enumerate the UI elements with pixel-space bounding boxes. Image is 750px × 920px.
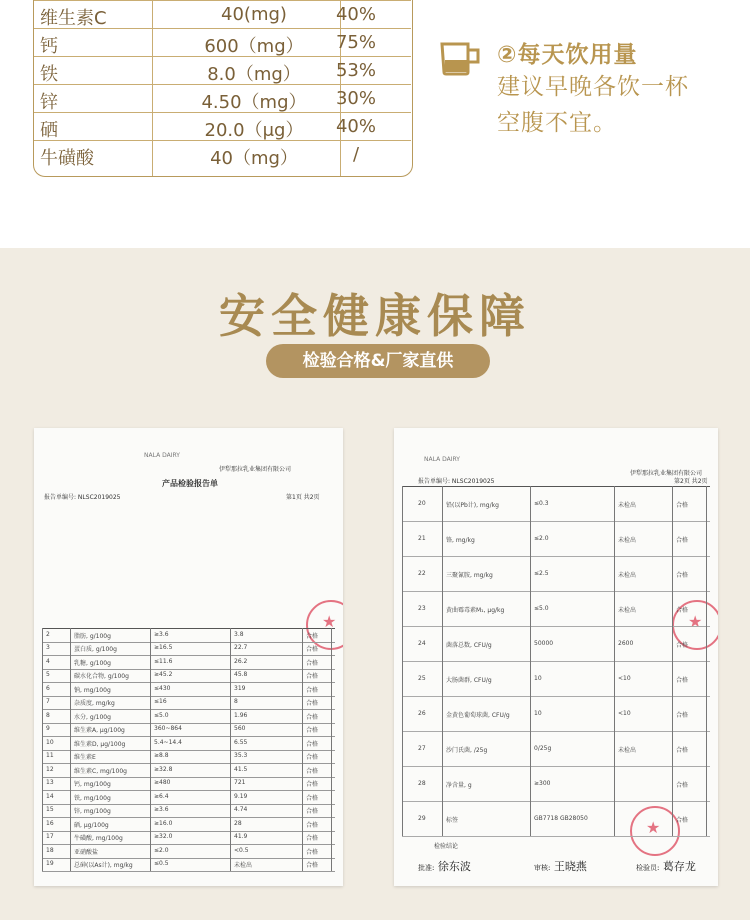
nutrition-row (34, 28, 411, 57)
cell-std: ≥3.6 (154, 806, 169, 814)
cell-result: 22.7 (234, 644, 248, 652)
cell-std: ≤0.5 (154, 860, 169, 868)
cell-result: 6.55 (234, 738, 248, 746)
cell-item: 亚硝酸盐 (74, 848, 99, 856)
inspection-report-page-1 (34, 428, 343, 886)
cell-no: 21 (418, 534, 426, 542)
cell-item: 沙门氏菌, /25g (446, 746, 488, 754)
cell-std: ≤11.6 (154, 657, 173, 665)
nutrient-name: 维生素C (40, 8, 107, 29)
cell-result: 2600 (618, 639, 634, 647)
cell-result: 26.2 (234, 657, 248, 665)
cell-no: 3 (46, 644, 50, 652)
cell-item: 硒, μg/100g (74, 821, 109, 829)
cell-std: ≤5.0 (534, 604, 549, 612)
cell-result: 1.96 (234, 711, 248, 719)
cell-result: 未检出 (618, 571, 637, 579)
cell-verdict: 合格 (306, 835, 319, 843)
cell-verdict: 合格 (306, 821, 319, 829)
cell-std: 50000 (534, 639, 554, 647)
cell-std: ≥300 (534, 779, 551, 787)
cell-std: 5.4~14.4 (154, 738, 182, 746)
nutrient-name: 铁 (40, 64, 58, 85)
cell-no: 22 (418, 569, 426, 577)
cell-no: 7 (46, 698, 50, 706)
cell-std: ≥32.0 (154, 833, 173, 841)
tip-line-2: 空腹不宜。 (497, 110, 617, 136)
cell-verdict: 合格 (676, 536, 689, 544)
sign-inspect-label: 检验员: (636, 864, 660, 872)
seal-stamp (306, 600, 343, 650)
cell-no: 13 (46, 779, 54, 787)
cell-item: 牛磺酸, mg/100g (74, 835, 123, 843)
cell-result: 41.9 (234, 833, 248, 841)
cell-result: 45.8 (234, 671, 248, 679)
nutrient-name: 牛磺酸 (40, 148, 94, 169)
cell-std: ≤2.5 (534, 569, 549, 577)
cell-result: 未检出 (618, 536, 637, 544)
report2-company: 伊犁那拉乳业集团有限公司 (630, 470, 703, 477)
inspection-report-page-2 (394, 428, 718, 886)
nutrition-row (34, 0, 411, 29)
nutrient-name: 钙 (40, 36, 58, 57)
cell-no: 14 (46, 792, 54, 800)
cell-std: 10 (534, 709, 542, 717)
cell-std: ≥3.6 (154, 630, 169, 638)
cell-std: ≥16.5 (154, 644, 173, 652)
sign-approve-label: 批准: (418, 864, 435, 872)
cell-item: 钙, mg/100g (74, 781, 111, 789)
nutrient-name: 锌 (40, 92, 58, 113)
cell-item: 净含量, g (446, 781, 472, 789)
cell-no: 9 (46, 725, 50, 733)
report1-company: 伊犁那拉乳业集团有限公司 (219, 466, 292, 473)
cell-no: 16 (46, 819, 54, 827)
cell-no: 2 (46, 630, 50, 638)
cell-verdict: 合格 (676, 781, 689, 789)
cell-item: 三聚氰胺, mg/kg (446, 571, 493, 579)
nutrient-value: 40（mg） (210, 148, 298, 169)
cell-verdict: 合格 (676, 606, 689, 614)
cup-icon (440, 38, 480, 76)
nutrient-percent: 75% (335, 32, 376, 53)
cell-item: 大肠菌群, CFU/g (446, 676, 492, 684)
cell-result: 未检出 (618, 501, 637, 509)
cell-item: 铅(以Pb计), mg/kg (446, 501, 499, 509)
cell-no: 19 (46, 860, 54, 868)
nutrient-percent: 40% (335, 4, 376, 25)
cell-result: 319 (234, 684, 246, 692)
cell-result: 8 (234, 698, 238, 706)
nutrition-row (34, 140, 411, 169)
report2-number: 报告单编号: NLSC2019025 (418, 478, 495, 485)
cell-verdict: 合格 (676, 501, 689, 509)
nutrient-percent: 30% (335, 88, 376, 109)
cell-no: 24 (418, 639, 426, 647)
cell-item: 水分, g/100g (74, 713, 111, 721)
cell-item: 维生素A, μg/100g (74, 727, 125, 735)
signature-approve: 批准: 徐东波 (418, 860, 471, 873)
cell-item: 总砷(以As计), mg/kg (74, 862, 133, 870)
cell-no: 23 (418, 604, 426, 612)
report1-number: 报告单编号: NLSC2019025 (44, 494, 121, 501)
nutrient-value: 8.0（mg） (207, 64, 301, 85)
cell-verdict: 合格 (306, 727, 319, 735)
cell-std: ≤16 (154, 698, 167, 706)
cell-verdict: 合格 (306, 713, 319, 721)
badge-label: 检验合格&厂家直供 (266, 344, 490, 378)
cell-item: 维生素C, mg/100g (74, 767, 127, 775)
report-logo-text: NALA DAIRY (424, 456, 460, 463)
cell-std: ≥32.8 (154, 765, 173, 773)
cell-item: 维生素E (74, 754, 96, 762)
nutrient-value: 600（mg） (204, 36, 304, 57)
cell-no: 29 (418, 814, 426, 822)
cell-item: 金黄色葡萄球菌, CFU/g (446, 711, 510, 719)
nutrient-value: 4.50（mg） (201, 92, 307, 113)
cell-item: 铬, mg/kg (446, 536, 475, 544)
cell-verdict: 合格 (676, 676, 689, 684)
cell-item: 黄曲霉毒素M₁, μg/kg (446, 606, 505, 614)
cell-verdict: 合格 (676, 571, 689, 579)
signature-review: 审核: 王晓燕 (534, 860, 587, 873)
cell-verdict: 合格 (306, 781, 319, 789)
tip-line-1: 建议早晚各饮一杯 (497, 74, 689, 100)
cell-result: 未检出 (618, 746, 637, 754)
cell-verdict: 合格 (306, 848, 319, 856)
cell-no: 5 (46, 671, 50, 679)
cell-std: 360~864 (154, 725, 182, 733)
cell-verdict: 合格 (306, 808, 319, 816)
nutrient-percent: / (352, 144, 360, 165)
sign-review-label: 审核: (534, 864, 551, 872)
cell-no: 8 (46, 711, 50, 719)
cell-no: 6 (46, 684, 50, 692)
report2-page: 第2页 共2页 (674, 478, 708, 485)
cell-result: <0.5 (234, 846, 249, 854)
cell-verdict: 合格 (676, 816, 689, 824)
cell-std: ≥45.2 (154, 671, 173, 679)
cell-std: ≥480 (154, 779, 171, 787)
nutrition-row (34, 112, 411, 141)
cell-verdict: 合格 (306, 646, 319, 654)
cell-item: 蛋白质, g/100g (74, 646, 117, 654)
report1-page: 第1页 共2页 (286, 494, 320, 501)
nutrition-section (0, 0, 750, 248)
cell-std: ≤2.0 (154, 846, 169, 854)
cell-no: 11 (46, 752, 54, 760)
cell-no: 17 (46, 833, 54, 841)
cell-no: 20 (418, 499, 426, 507)
nutrient-percent: 53% (335, 60, 376, 81)
cell-result: 4.74 (234, 806, 248, 814)
nutrient-name: 硒 (40, 120, 58, 141)
cell-no: 28 (418, 779, 426, 787)
cell-verdict: 合格 (676, 746, 689, 754)
cell-verdict: 合格 (306, 659, 319, 667)
cell-verdict: 合格 (306, 862, 319, 870)
cell-item: 脂肪, g/100g (74, 632, 111, 640)
nutrient-value: 40(mg) (221, 4, 287, 25)
cell-result: 721 (234, 779, 246, 787)
cell-result: 3.8 (234, 630, 244, 638)
cell-result: 28 (234, 819, 242, 827)
cell-std: ≤0.3 (534, 499, 549, 507)
cell-item: 铁, mg/100g (74, 794, 111, 802)
cell-verdict: 合格 (306, 673, 319, 681)
cell-result: 41.5 (234, 765, 248, 773)
cell-item: 标签 (446, 816, 459, 824)
cell-no: 10 (46, 738, 54, 746)
cell-verdict: 合格 (306, 767, 319, 775)
cell-result: 35.3 (234, 752, 248, 760)
cell-result: 9.19 (234, 792, 248, 800)
cell-no: 4 (46, 657, 50, 665)
cell-result: 560 (234, 725, 246, 733)
cell-verdict: 合格 (306, 700, 319, 708)
nutrition-row (34, 84, 411, 113)
cell-item: 碳水化合物, g/100g (74, 673, 129, 681)
cell-std: 0/25g (534, 744, 552, 752)
signature-inspect: 检验员: 葛存龙 (636, 860, 696, 873)
cell-item: 锌, mg/100g (74, 808, 111, 816)
cell-std: ≥6.4 (154, 792, 169, 800)
report2-conclusion: 检验结论 (434, 843, 459, 850)
cell-verdict: 合格 (306, 794, 319, 802)
cell-std: ≤430 (154, 684, 171, 692)
cell-item: 杂质度, mg/kg (74, 700, 115, 708)
cell-result: 未检出 (234, 862, 253, 870)
nutrition-table (33, 0, 413, 177)
cell-std: ≤5.0 (154, 711, 169, 719)
report-logo-text: NALA DAIRY (144, 452, 180, 459)
cell-no: 25 (418, 674, 426, 682)
nutrition-row (34, 56, 411, 85)
nutrient-value: 20.0（μg） (204, 120, 304, 141)
cell-verdict: 合格 (306, 686, 319, 694)
cell-item: 乳糖, g/100g (74, 659, 111, 667)
cell-verdict: 合格 (306, 632, 319, 640)
cell-no: 15 (46, 806, 54, 814)
cell-item: 钠, mg/100g (74, 686, 111, 694)
report1-title: 产品检验报告单 (162, 479, 218, 488)
cell-result: 未检出 (618, 606, 637, 614)
cell-std: ≤2.0 (534, 534, 549, 542)
cell-std: GB7718 GB28050 (534, 814, 588, 822)
cell-std: 10 (534, 674, 542, 682)
cell-std: ≥16.0 (154, 819, 173, 827)
cell-no: 18 (46, 846, 54, 854)
cell-verdict: 合格 (306, 740, 319, 748)
tip-title: ②每天饮用量 (497, 42, 638, 68)
cell-no: 27 (418, 744, 426, 752)
cell-std: ≥8.8 (154, 752, 169, 760)
cell-result: <10 (618, 674, 631, 682)
cell-item: 菌落总数, CFU/g (446, 641, 492, 649)
cell-verdict: 合格 (676, 711, 689, 719)
nutrient-percent: 40% (335, 116, 376, 137)
cell-verdict: 合格 (306, 754, 319, 762)
cell-verdict: 合格 (676, 641, 689, 649)
cell-result: <10 (618, 709, 631, 717)
cell-item: 维生素D, μg/100g (74, 740, 126, 748)
cell-no: 12 (46, 765, 54, 773)
section-heading: 安全健康保障 (219, 289, 531, 343)
cell-no: 26 (418, 709, 426, 717)
